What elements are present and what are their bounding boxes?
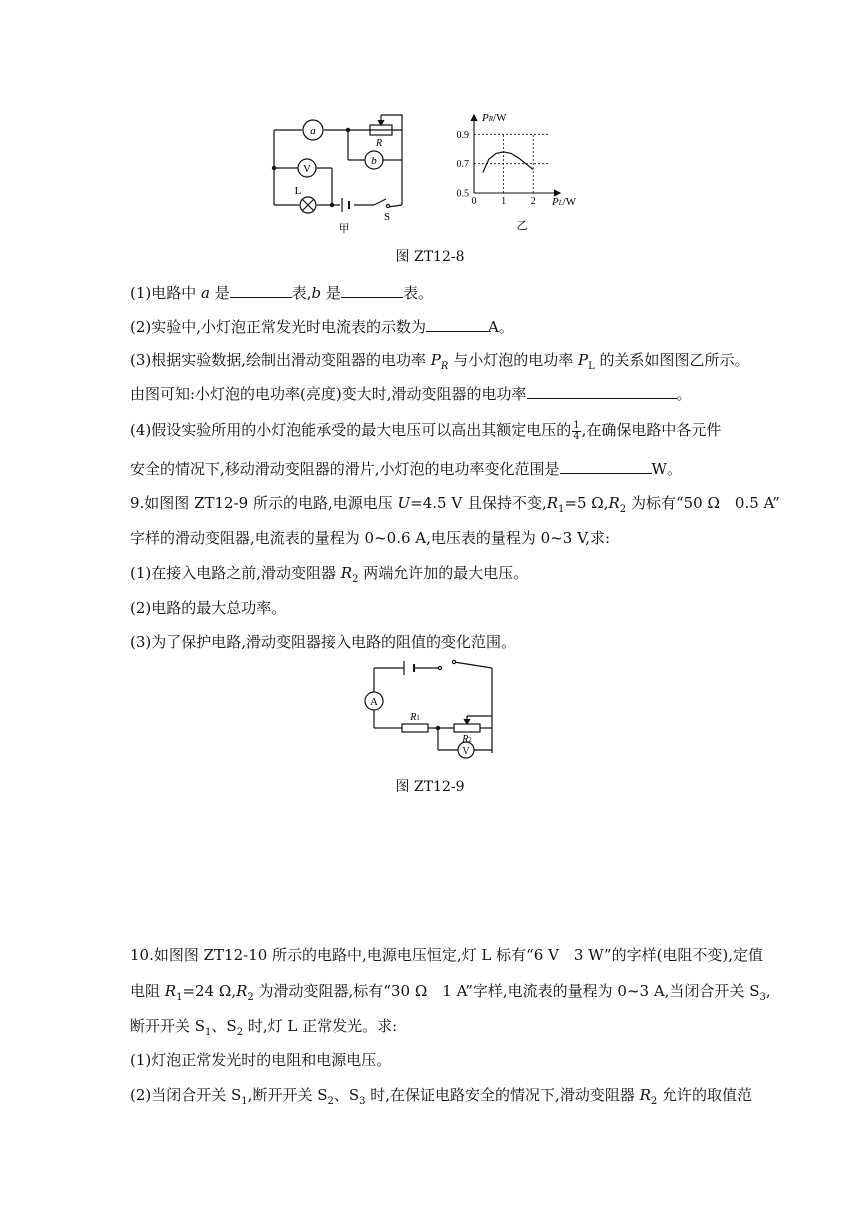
y-tick-label: 0.5 [456,188,469,200]
lamp-label: L [294,185,302,197]
y-axis-label: PR/W [482,112,507,124]
q9-part1: (1)在接入电路之前,滑动变阻器 $R_2$ 两端允许加的最大电压。 [130,564,529,585]
switch-label: S [383,211,391,223]
y-axis-arrow [471,115,477,121]
q9-line2: 字样的滑动变阻器,电流表的量程为 0~0.6 A,电压表的量程为 0~3 V,求: [130,529,611,547]
r1-label: R1 [410,712,420,723]
fraction-one-quarter: $\frac{1}{4}$ [573,419,580,442]
circuit-diagram-jia [262,110,422,235]
y-tick-label: 0.9 [456,129,469,141]
q8-part4-line2: 安全的情况下,移动滑动变阻器的滑片,小灯泡的电功率变化范围是 W。 [130,460,682,478]
answer-blank[interactable] [230,282,292,298]
pr-pl-chart [440,105,600,235]
answer-blank[interactable] [560,458,652,474]
q9-part2: (2)电路的最大总功率。 [130,599,287,617]
q8-part4: (4)假设实验所用的小灯泡能承受的最大电压可以高出其额定电压的 $\frac{1}{4}$ ,在确保电路中各元件 [130,419,722,442]
x-tick-label: 1 [501,196,507,207]
voltmeter-label: V [303,163,311,175]
q9-part3: (3)为了保护电路,滑动变阻器接入电路的阻值的变化范围。 [130,633,517,651]
fig-yi-label: 乙 [516,220,528,232]
x-tick-label: 2 [530,196,536,207]
x-tick-label: 0 [471,196,477,207]
q10-part1: (1)灯泡正常发光时的电阻和电源电压。 [130,1051,392,1069]
figure-caption-zt12-8: 图 ZT12-8 [395,249,465,265]
meter-b-label: b [371,155,377,167]
circuit-diagram-zt12-9 [360,658,500,763]
figure-caption-zt12-9: 图 ZT12-9 [395,779,465,795]
q9-line1: 9.如图图 ZT12-9 所示的电路,电源电压 U=4.5 V 且保持不变$,R_1=5$ $\Omega,R_2$ 为标有“50 Ω 0.5 A” [130,494,780,515]
answer-blank[interactable] [426,316,488,332]
voltmeter-label: V [462,746,470,757]
q10-line1: 10.如图图 ZT12-10 所示的电路中,电源电压恒定,灯 L 标有“6 V 3 W”的字样(电阻不变),定值 [130,946,764,964]
x-axis-label: PL/W [552,196,577,208]
q10-line2: 电阻 $R_1=24$ $\Omega,R_2$ 为滑动变阻器,标有“30 Ω 1 A”字样,电流表的量程为 0~3 A,当闭合开关 $S_3$, [130,982,771,1003]
q8-part3: (3)根据实验数据,绘制出滑动变阻器的电功率 $P_R$ 与小灯泡的电功率 $P_L$ 的关系如图图乙所示。 [130,351,750,372]
q10-part2: (2)当闭合开关 $S_1$,断开开关 $S_2$、$S_3$ 时,在保证电路安全的情况下,滑动变阻器 $R_2$ 允许的取值范 [130,1086,753,1107]
q8-part3-line2: 由图可知:小灯泡的电功率(亮度)变大时,滑动变阻器的电功率 。 [130,385,692,403]
ammeter-label: A [370,696,378,708]
fig-jia-label: 甲 [338,223,350,235]
answer-blank[interactable] [341,282,403,298]
q8-part2: (2)实验中,小灯泡正常发光时电流表的示数为 A。 [130,318,514,336]
r2-label: R2 [462,734,472,745]
y-tick-label: 0.7 [456,159,469,171]
meter-a-label: a [310,125,316,137]
q8-part1: (1)电路中 a 是 表,b 是 表。 [130,284,433,302]
q10-line3: 断开开关 $S_1$、$S_2$ 时,灯 L 正常发光。求: [130,1017,398,1038]
rheostat-label: R [375,138,383,149]
answer-blank[interactable] [527,383,677,399]
series-curve [483,152,533,173]
